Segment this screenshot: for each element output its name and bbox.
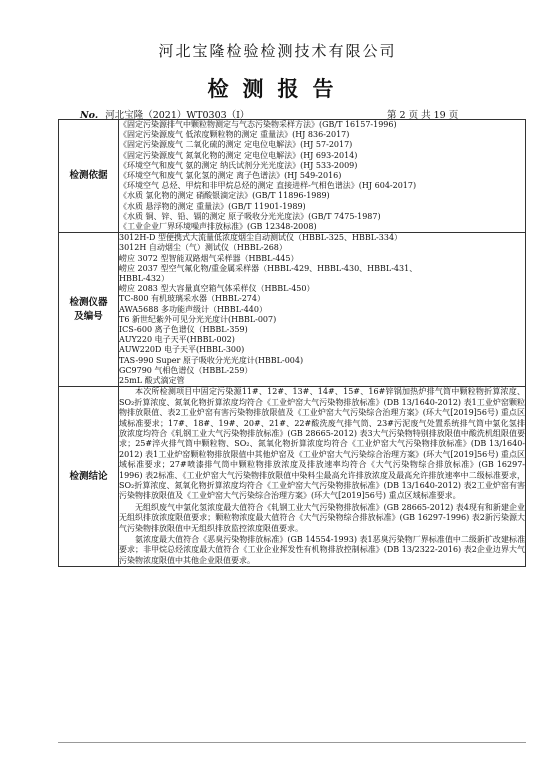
instrument-item: ICS-600 离子色谱仪（HBBL-359) <box>119 325 248 335</box>
instrument-item: 崂应 2083 型大容量真空箱气体采样仪（HBBL-450） <box>119 284 315 294</box>
instrument-item: T6 新世纪紫外可见分光光度计(HBBL-007) <box>119 314 277 324</box>
conclusion-paragraph: 无组织废气中氯化氢浓度最大值符合《轧钢工业大气污染物排放标准》(GB 28665-2012) 表4现有和新建企业无组织排放浓度限值要求；颗粒物浓度最大值符合《大气污染物综合排放标准》(GB 16297-1996) 表2新污染源大气污染物排放限值中无组织排放监控浓度限值要求。 <box>119 502 525 533</box>
basis-item: 《固定污染源废气 氮氧化物的测定 定电位电解法》(HJ 693-2014) <box>119 150 358 160</box>
report-number: 河北宝隆（2021）WT0303（Ⅰ） <box>105 110 250 121</box>
basis-item: 《固定污染源排气中颗粒物测定与气态污染物采样方法》(GB/T 16157-1996) <box>119 120 397 129</box>
conclusion-row <box>59 387 526 567</box>
conclusion-content <box>119 387 526 567</box>
basis-item: 《水质 氯化物的测定 硝酸银滴定法》(GB/T 11896-1989) <box>119 191 330 201</box>
instrument-item: 崂应 2037 型空气氟化物/重金属采样器（HBBL-429、HBBL-430、HBBL-431、 <box>119 263 418 273</box>
instrument-item: 3012H 自动烟尘（气）测试仪（HBBL-268） <box>119 243 287 253</box>
basis-item: 《水质 悬浮物的测定 重量法》(GB/T 11901-1989) <box>119 201 306 211</box>
page-info: 第 2 页 共 19 页 <box>387 110 459 121</box>
basis-item: 《工业企业厂界环境噪声排放标准》(GB 12348-2008) <box>119 222 317 232</box>
instruments-label-line2: 及编号 <box>74 310 103 322</box>
company-name: 河北宝隆检验检测技术有限公司 <box>158 42 397 60</box>
instrument-item: AUW220D 电子天平(HBBL-300) <box>119 345 245 355</box>
instrument-item: TC-800 有机玻璃采水器（HBBL-274） <box>119 294 265 304</box>
basis-content <box>119 120 526 233</box>
instrument-item: AUY220 电子天平(HBBL-002) <box>119 335 235 345</box>
conclusion-paragraph: 氨浓度最大值符合《恶臭污染物排放标准》(GB 14554-1993) 表1恶臭污染物厂界标准值中二级新扩改建标准要求；非甲烷总烃浓度最大值符合《工业企业挥发性有机物排放控制标准》(DB 13/2322-2016) 表2企业边界大气污染物浓度限值中其他企业限值要求。 <box>119 534 525 565</box>
instruments-label-line1: 检测仪器 <box>69 296 108 308</box>
instrument-item: HBBL-432） <box>119 274 170 284</box>
page-bottom-divider <box>58 742 526 743</box>
conclusion-paragraph: 本次所检测项目中固定污染源11#、12#、13#、14#、15#、16#锌锅加热炉排气筒中颗粒物折算浓度、SO₂折算浓度、氮氧化物折算浓度均符合《工业炉窑大气污染物排放标准》(DB 13/1640-2012) 表1工业炉窑颗粒物排放限值、表2工业炉窑有害污染物排放限值及《工业炉窑大气污染综合治理方案》(环大气[2019]56号) 重点区域标准要求；17#、18#、19#、20#、21#、22#酸洗废气排气筒、23#污泥废气处置系统排气筒中氯化氢排放浓度均符合《轧钢工业大气污染物排放标准》(GB 28665-2012) 表3大气污染物特别排放限值中酸洗机组限值要求；25#淬火排气筒中颗粒物、SO₂、氮氧化物折算浓度均符合《工业炉窑大气污染物排放标准》(DB 13/1640-2012) 表1工业炉窑颗粒物排放限值中其他炉窑及《工业炉窑大气污染综合治理方案》(环大气[2019]56号) 重点区域标准要求；27#喷漆排气筒中颗粒物排放浓度及排放速率均符合《大气污染物综合排放标准》(GB 16297-1996) 表2标准、《工业炉窑大气污染物排放限值中染料尘最高允许排放浓度及最高允许排放速率中二级标准要求，SO₂折算浓度、氮氧化物折算浓度均符合《工业炉窑大气污染物排放标准》(DB 13/1640-2012) 表2工业炉窑有害污染物排放限值及《工业炉窑大气污染综合治理方案》(环大气[2019]56号) 重点区域标准要求。 <box>119 387 525 501</box>
basis-row <box>59 120 526 233</box>
instrument-item: 崂应 3072 型智能双路烟气采样器（HBBL-445） <box>119 253 299 263</box>
basis-label: 检测依据 <box>59 120 119 233</box>
instrument-item: TAS-990 Super 原子吸收分光光度计(HBBL-004) <box>119 355 304 365</box>
instruments-label <box>59 233 119 387</box>
report-title: 检测报告 <box>207 76 348 101</box>
basis-item: 《水质 铜、锌、铅、镉的测定 原子吸收分光光度法》(GB/T 7475-1987) <box>119 211 381 221</box>
instruments-row <box>59 233 526 387</box>
report-table <box>58 119 526 567</box>
conclusion-label: 检测结论 <box>59 387 119 567</box>
instrument-item: 3012H-D 型便携式大流量低浓度烟尘自动测试仪（HBBL-325、HBBL-334） <box>119 233 403 243</box>
basis-item: 《固定污染源废气 低浓度颗粒物的测定 重量法》(HJ 836-2017) <box>119 130 350 140</box>
instrument-item: AWA5688 多功能声级计（HBBL-440） <box>119 304 267 314</box>
basis-item: 《环境空气和废气 氯化氢的测定 离子色谱法》(HJ 549-2016) <box>119 171 342 181</box>
basis-item: 《环境空气和废气 氨的测定 纳氏试剂分光光度法》(HJ 533-2009) <box>119 160 358 170</box>
report-number-label: No. <box>80 110 99 121</box>
instruments-content <box>119 233 526 387</box>
instrument-item: GC9790 气相色谱仪（HBBL-259） <box>119 365 253 375</box>
basis-item: 《固定污染源废气 二氧化硫的测定 定电位电解法》(HJ 57-2017) <box>119 140 353 150</box>
basis-item: 《环境空气 总烃、甲烷和非甲烷总烃的测定 直接进样-气相色谱法》(HJ 604-2017) <box>119 181 417 191</box>
instrument-item: 25mL 酸式滴定管 <box>119 376 185 386</box>
